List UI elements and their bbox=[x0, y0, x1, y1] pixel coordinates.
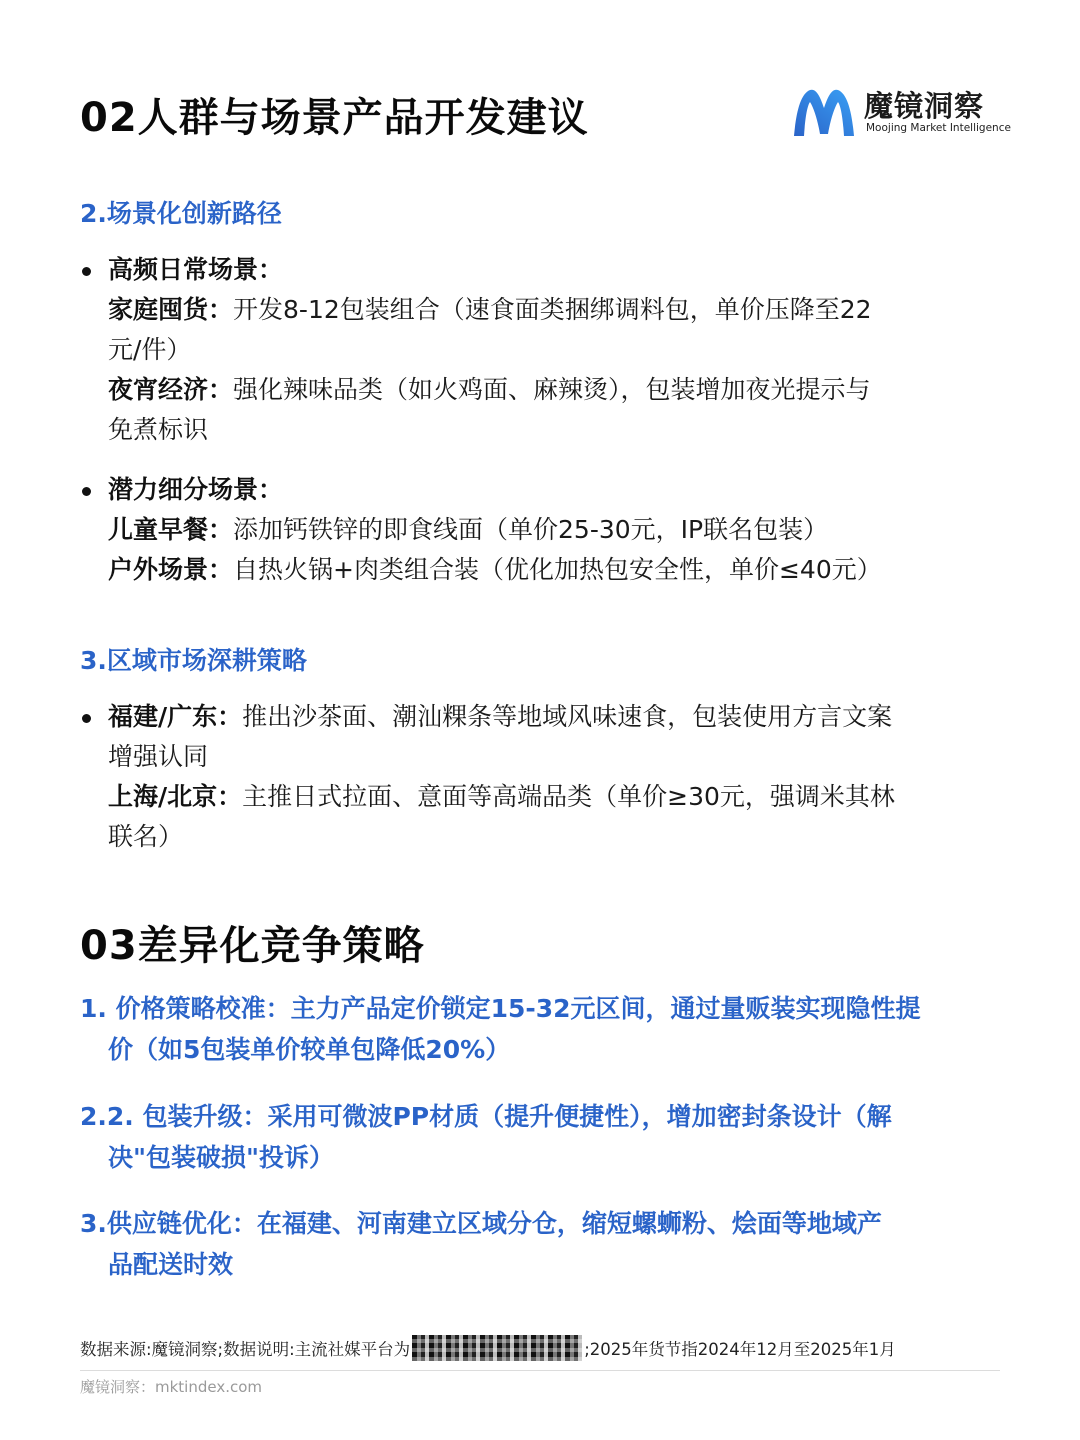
redacted-mosaic bbox=[412, 1335, 582, 1361]
bullet-dot bbox=[82, 267, 91, 276]
section-heading-regional: 3.区域市场深耕策略 bbox=[80, 646, 307, 675]
strategy-item-supply-chain: 3.供应链优化：在福建、河南建立区域分仓，缩短螺蛳粉、烩面等地域产 品配送时效 bbox=[80, 1209, 882, 1279]
bullet-potential-segments bbox=[80, 470, 1010, 590]
line-text: 主推日式拉面、意面等高端品类（单价≥30元，强调米其林 bbox=[242, 782, 895, 811]
line-label: 夜宵经济： bbox=[108, 375, 234, 404]
data-source-note bbox=[80, 1335, 896, 1361]
bullet-dot bbox=[82, 487, 91, 496]
line-text: 开发8-12包装组合（速食面类捆绑调料包，单价压降至22 bbox=[233, 295, 872, 324]
bullet-title: 潜力细分场景： bbox=[108, 475, 284, 504]
section-heading-scenario: 2.场景化创新路径 bbox=[80, 199, 282, 228]
line-continuation: 元/件） bbox=[108, 335, 192, 364]
brand-logo-icon bbox=[790, 84, 858, 140]
line-label: 户外场景： bbox=[108, 555, 234, 584]
bullet-dot bbox=[82, 714, 91, 723]
line-label: 家庭囤货： bbox=[108, 295, 234, 324]
bullet-high-frequency bbox=[80, 250, 1010, 450]
strategy-item-price: 1. 价格策略校准：主力产品定价锁定15-32元区间，通过量贩装实现隐性提 价（如5包装单价较单包降低20%） bbox=[80, 994, 921, 1064]
strategy-item-packaging: 2.2. 包装升级：采用可微波PP材质（提升便捷性），增加密封条设计（解 决"包装破损"投诉） bbox=[80, 1102, 892, 1172]
line-text: 推出沙茶面、潮汕粿条等地域风味速食，包装使用方言文案 bbox=[242, 702, 893, 731]
line-text: 自热火锅+肉类组合装（优化加热包安全性，单价≤40元） bbox=[233, 555, 882, 584]
bullet-regional bbox=[80, 697, 1010, 857]
line-continuation: 联名） bbox=[108, 822, 184, 851]
line-continuation: 免煮标识 bbox=[108, 415, 209, 444]
line-label: 上海/北京： bbox=[108, 782, 243, 811]
source-suffix: ;2025年货节指2024年12月至2025年1月 bbox=[584, 1340, 896, 1359]
brand-logo bbox=[790, 84, 1010, 140]
page-title: 02人群与场景产品开发建议 bbox=[80, 95, 589, 141]
line-label: 福建/广东： bbox=[108, 702, 243, 731]
brand-name-cn: 魔镜洞察 bbox=[864, 89, 985, 123]
line-text: 添加钙铁锌的即食线面（单价25-30元，IP联名包装） bbox=[233, 515, 829, 544]
brand-name-en: Moojing Market Intelligence bbox=[866, 122, 1011, 134]
footer-divider bbox=[80, 1370, 1000, 1371]
site-link[interactable]: 魔镜洞察：mktindex.com bbox=[80, 1378, 263, 1396]
source-prefix: 数据来源:魔镜洞察;数据说明:主流社媒平台为 bbox=[80, 1340, 411, 1359]
line-label: 儿童早餐： bbox=[108, 515, 234, 544]
part03-title: 03差异化竞争策略 bbox=[80, 923, 425, 969]
line-text: 强化辣味品类（如火鸡面、麻辣烫），包装增加夜光提示与 bbox=[233, 375, 871, 404]
line-continuation: 增强认同 bbox=[108, 742, 209, 771]
bullet-title: 高频日常场景： bbox=[108, 255, 284, 284]
